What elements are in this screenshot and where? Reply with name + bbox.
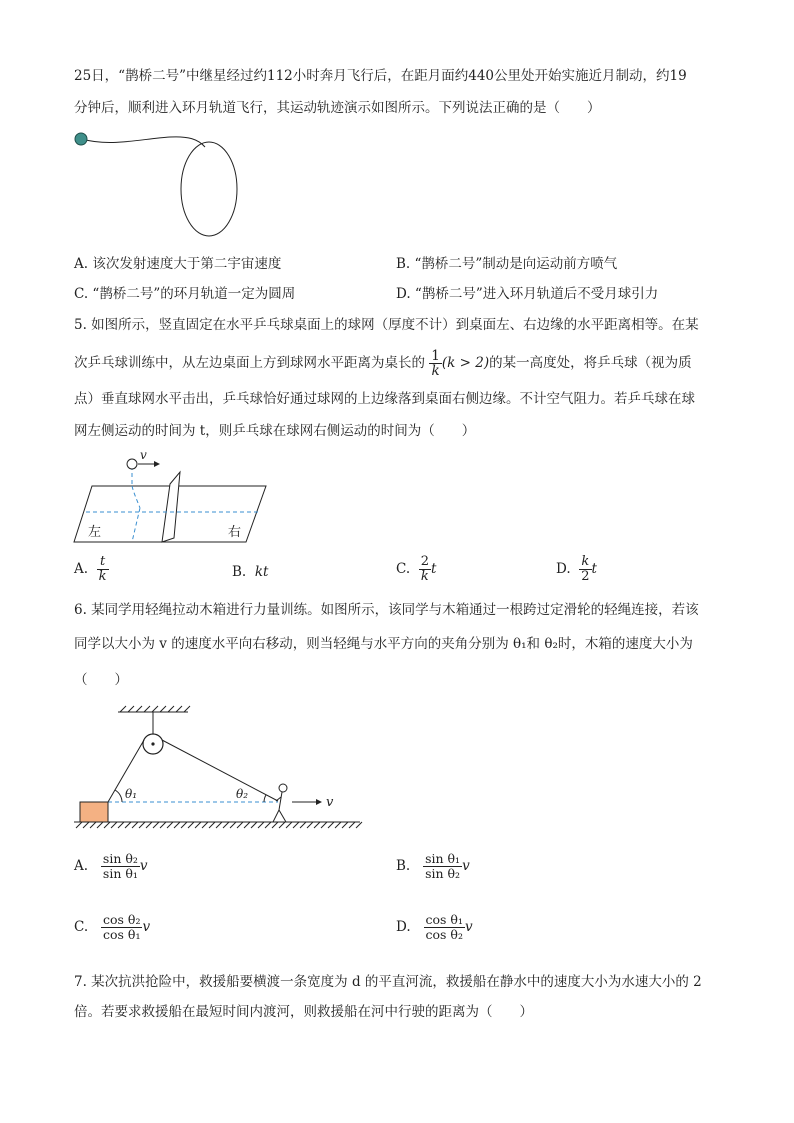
angle-arc-2 (264, 795, 266, 802)
q7-text-line2: 倍。若要求救援船在最短时间内渡河，则救援船在河中行驶的距离为（ ） (74, 1004, 533, 1020)
satellite-icon (75, 133, 87, 145)
person-icon (273, 784, 287, 822)
ground-hatch-mark (216, 822, 222, 828)
ground-hatch-mark (160, 822, 166, 828)
ground-hatch-mark (314, 822, 320, 828)
label-theta2: θ₂ (236, 787, 249, 801)
q5-option-b[interactable]: B. kt (232, 564, 269, 580)
ground-hatch-mark (125, 822, 131, 828)
ground-hatch-mark (237, 822, 243, 828)
ground-hatch-mark (342, 822, 348, 828)
ground-hatch-mark (300, 822, 306, 828)
angle-arc-1 (115, 790, 122, 802)
ground-hatch-mark (167, 822, 173, 828)
q5-option-d[interactable]: D. $\frac{k}{2}$ t (556, 554, 597, 584)
q5-text-line3: 点）垂直球网水平击出，乒乓球恰好通过球网的上边缘落到桌面右侧边缘。不计空气阻力。若乒乓球在球 (74, 391, 695, 407)
q4-orbit-figure (70, 125, 250, 240)
ground-hatch-mark (83, 822, 89, 828)
ground-hatch-mark (349, 822, 355, 828)
ground-hatch-mark (335, 822, 341, 828)
ground-hatch-mark (265, 822, 271, 828)
q6-text-line3: （ ） (74, 672, 128, 688)
ground-hatch-mark (90, 822, 96, 828)
q4-text-line2: 分钟后，顺利进入环月轨道飞行，其运动轨迹演示如图所示。下列说法正确的是（ ） (74, 100, 601, 116)
label-theta1: θ₁ (125, 787, 138, 801)
ground-hatch-mark (293, 822, 299, 828)
ground-hatch-mark (188, 822, 194, 828)
ground-hatch-mark (223, 822, 229, 828)
ground-hatch-mark (139, 822, 145, 828)
wooden-box (80, 802, 108, 822)
ball-trajectory (132, 466, 140, 542)
ground-hatch-mark (307, 822, 313, 828)
q7-text-line1: 7. 某次抗洪抢险中，救援船要横渡一条宽度为 d 的平直河流，救援船在静水中的速度大小为水速大小的 2 (74, 974, 702, 990)
q4-option-b[interactable]: B. “鹊桥二号”制动是向运动前方喷气 (396, 256, 618, 272)
q6-text-line1: 6. 某同学用轻绳拉动木箱进行力量训练。如图所示，该同学与木箱通过一根跨过定滑轮的轻绳连接，若该 (74, 602, 699, 618)
ground-hatch-mark (76, 822, 82, 828)
ground-hatch-mark (174, 822, 180, 828)
q5-fraction-1-over-k: $\frac{1}{k}$ (431, 348, 440, 379)
rope-right (162, 740, 278, 801)
label-v: v (140, 448, 147, 462)
ground-hatch-mark (146, 822, 152, 828)
ground-hatch-mark (118, 822, 124, 828)
ground-hatch-mark (230, 822, 236, 828)
q5-option-a[interactable]: A. $\frac{t}{k}$ (74, 554, 107, 584)
ground-hatch-mark (195, 822, 201, 828)
q6-text-line2: 同学以大小为 v 的速度水平向右移动，则当轻绳与水平方向的夹角分别为 θ₁和 θ₂时，木箱的速度大小为 (74, 636, 693, 652)
ground-hatch-mark (328, 822, 334, 828)
ground-hatch-mark (251, 822, 257, 828)
q6-option-b[interactable]: B. $\frac{\text{sin θ₁}}{\text{sin θ₂}}$ v (396, 851, 470, 881)
transfer-trajectory (82, 137, 205, 147)
q4-text-line1: 25日，“鹊桥二号”中继星经过约112小时奔月飞行后，在距月面约440公里处开始实施近月制动，约19 (74, 68, 687, 84)
q5-option-c[interactable]: C. $\frac{2}{k}$ t (396, 554, 437, 584)
ground-hatch-mark (97, 822, 103, 828)
net (162, 472, 180, 542)
ground-hatch-mark (356, 822, 362, 828)
ground-hatch-mark (272, 822, 278, 828)
ground-hatch-mark (181, 822, 187, 828)
ground-hatch-mark (258, 822, 264, 828)
ground-hatch-mark (321, 822, 327, 828)
q6-option-d[interactable]: D. $\frac{\text{cos θ₁}}{\text{cos θ₂}}$ v (396, 912, 473, 942)
ground-hatch-mark (153, 822, 159, 828)
q6-pulley-figure (70, 700, 370, 835)
ball-icon (127, 459, 137, 469)
q5-text-line2: 次乒乓球训练中，从左边桌面上方到球网水平距离为桌长的 $\frac{1}{k}$ (k > 2)的某一高度处，将乒乓球（视为质 (74, 348, 692, 379)
lunar-orbit-ellipse (181, 142, 237, 236)
ground-hatch-mark (132, 822, 138, 828)
q4-option-c[interactable]: C. “鹊桥二号”的环月轨道一定为圆周 (74, 286, 296, 302)
q4-option-a[interactable]: A. 该次发射速度大于第二宇宙速度 (74, 256, 282, 272)
label-right: 右 (228, 525, 242, 540)
q4-option-d[interactable]: D. “鹊桥二号”进入环月轨道后不受月球引力 (396, 286, 659, 302)
ground-hatch-mark (202, 822, 208, 828)
q5-text-line1: 5. 如图所示，竖直固定在水平乒乓球桌面上的球网（厚度不计）到桌面左、右边缘的水平距离相等。在某 (74, 317, 699, 333)
arrowhead (154, 461, 160, 467)
ground-hatch-mark (286, 822, 292, 828)
q6-option-c[interactable]: C. $\frac{\text{cos θ₂}}{\text{cos θ₁}}$ v (74, 912, 151, 942)
ground-hatch-mark (244, 822, 250, 828)
ground-hatch-mark (111, 822, 117, 828)
label-v: v (326, 795, 334, 810)
label-left: 左 (88, 525, 102, 540)
ground-hatch-mark (104, 822, 110, 828)
q5-text-line4: 网左侧运动的时间为 t，则乒乓球在球网右侧运动的时间为（ ） (74, 423, 476, 439)
ground-hatch-mark (279, 822, 285, 828)
ceiling-hatch (120, 706, 190, 712)
ground-hatch-mark (209, 822, 215, 828)
ground-hatch (76, 822, 362, 828)
q5-table-figure (74, 450, 274, 550)
q6-option-a[interactable]: A. $\frac{\text{sin θ₂}}{\text{sin θ₁}}$ v (74, 851, 148, 881)
